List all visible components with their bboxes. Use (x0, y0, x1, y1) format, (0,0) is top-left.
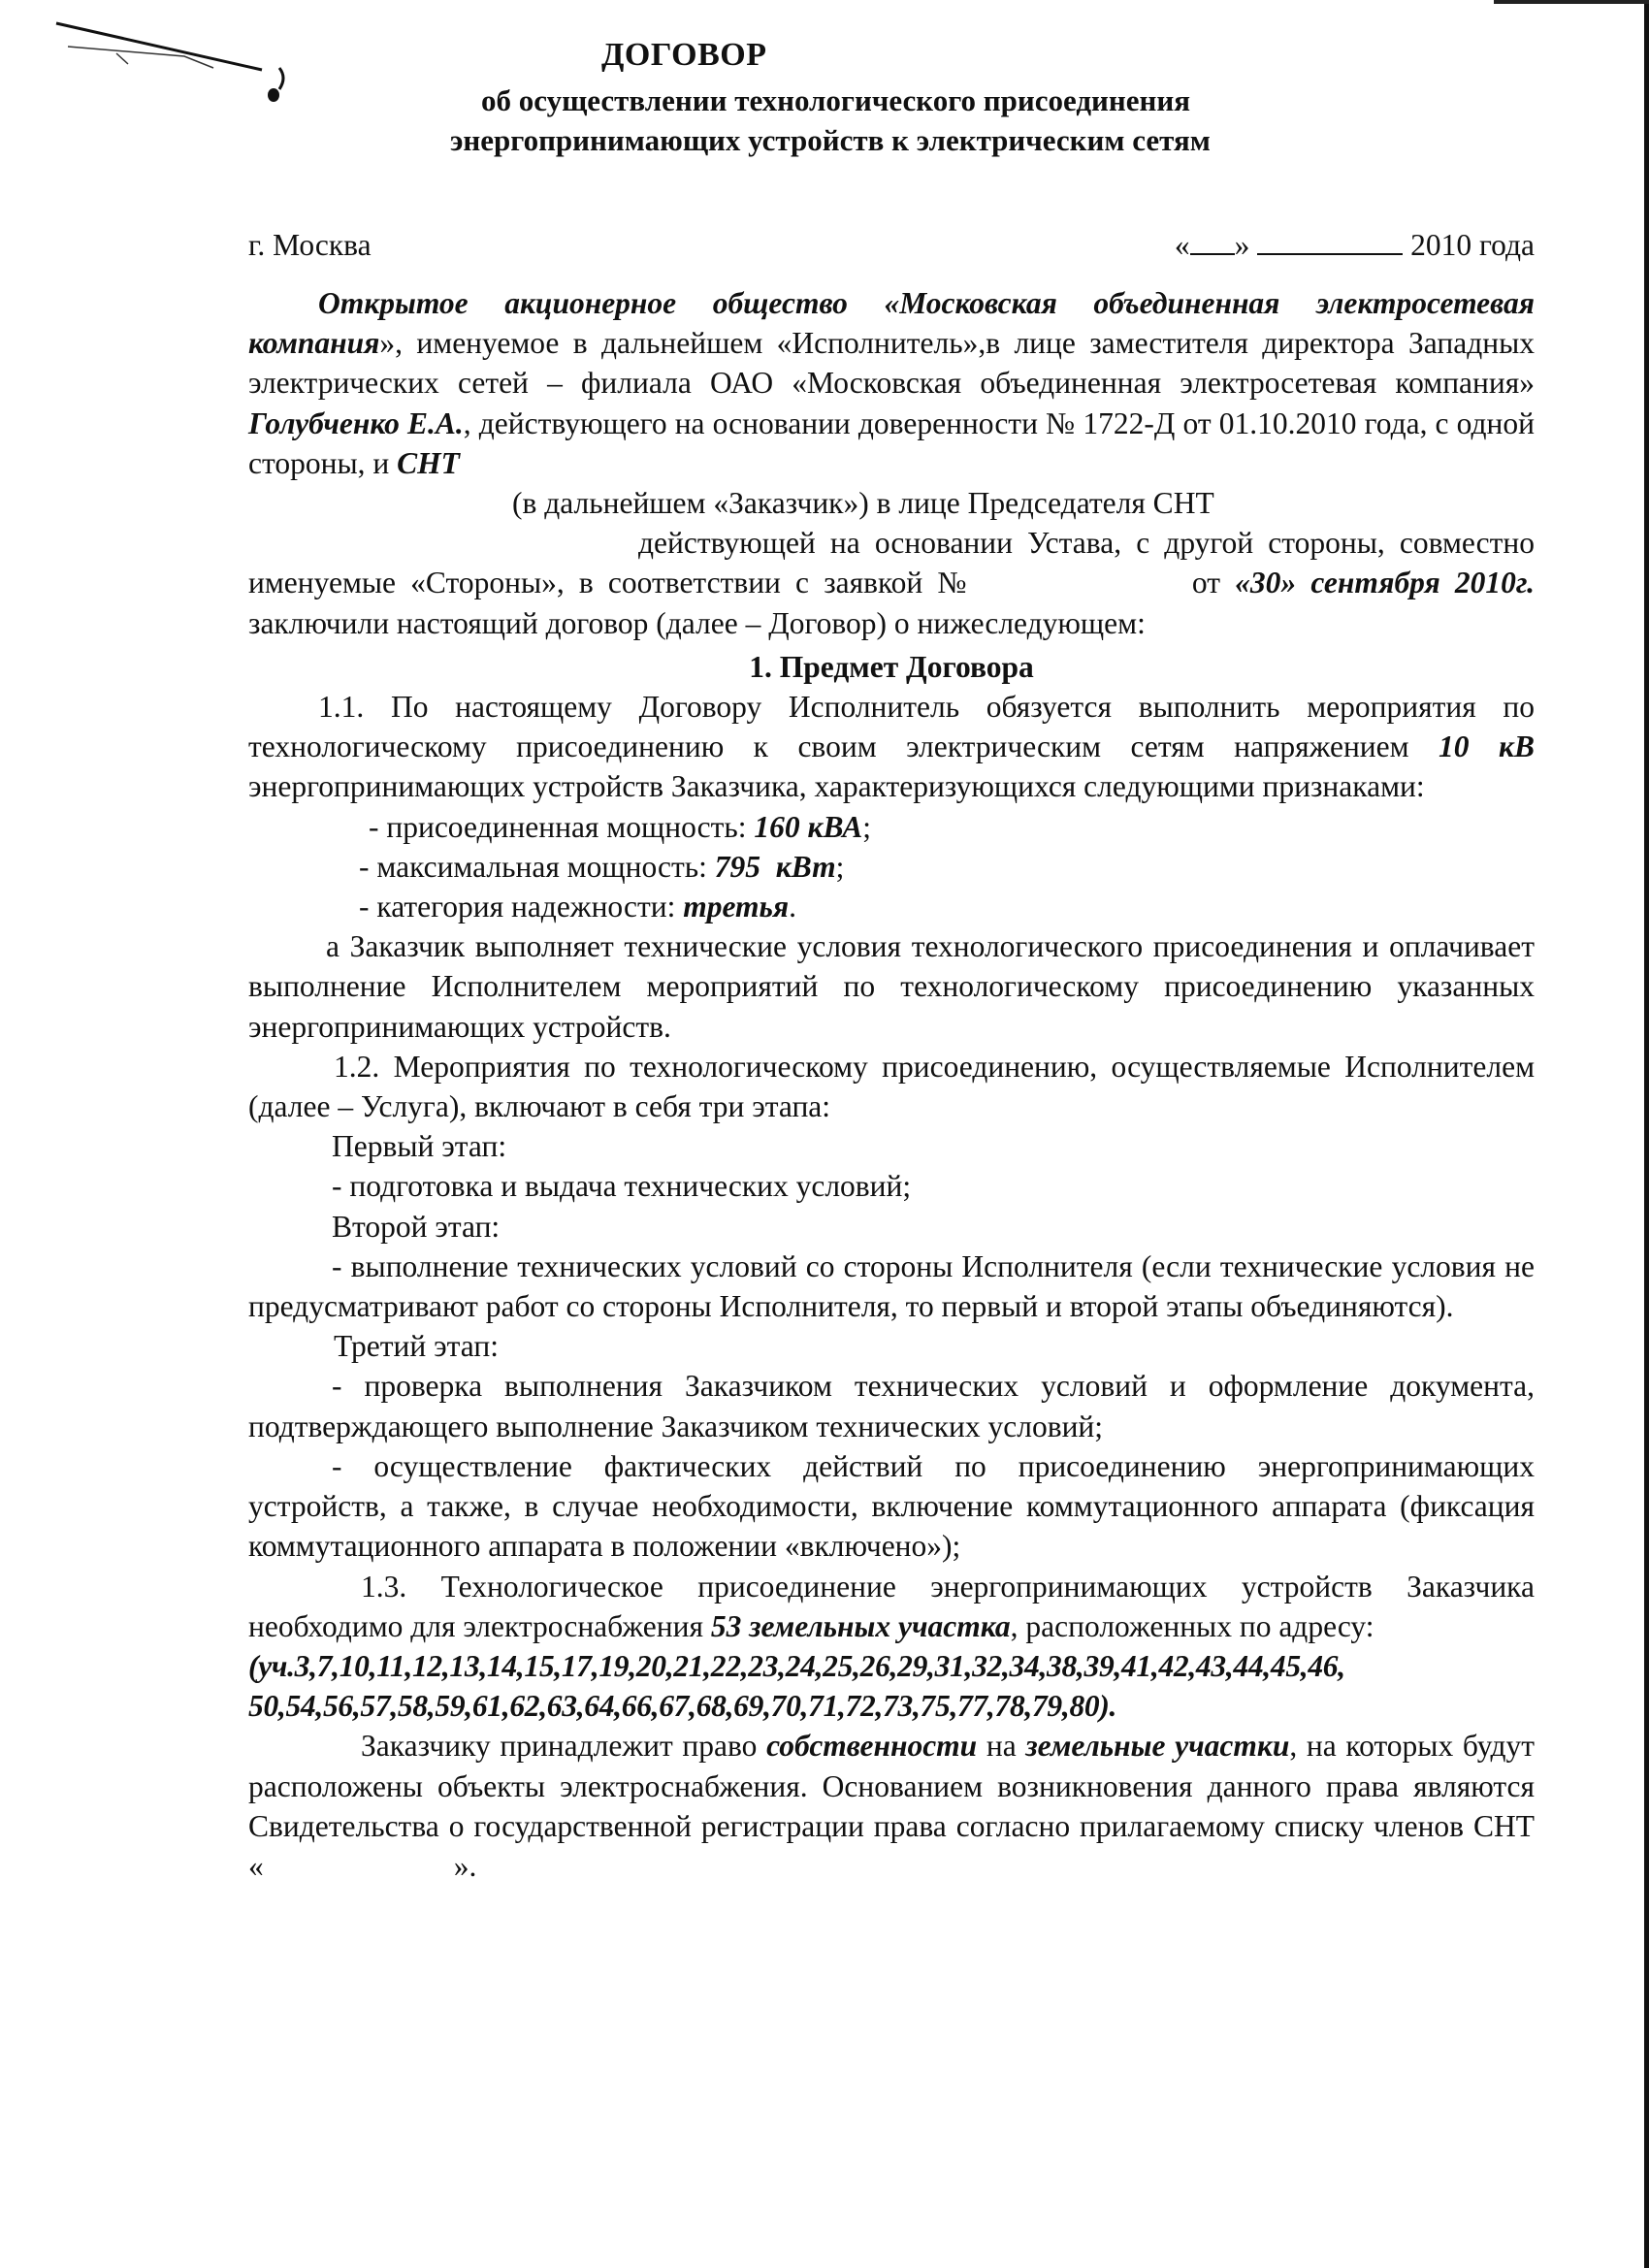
party2-short: СНТ (397, 445, 460, 480)
preamble-text-1: », именуемое в дальнейшем «Исполнитель»,в лице заместителя директора Западных электрических сетей – филиала ОАО «Московская объединенная электросетевая компания» (248, 326, 1535, 401)
characteristic-item (248, 847, 1535, 887)
characteristic-value: 795 кВт (714, 849, 836, 884)
voltage-value: 10 кВ (1439, 729, 1535, 764)
preamble-text-3: (в дальнейшем «Заказчик») в лице Председателя СНТ (512, 486, 1214, 521)
clause-1-3-text-b: , расположенных по адресу: (1010, 1608, 1374, 1643)
application-date: «30» сентября 2010г. (1235, 566, 1535, 600)
clause-1-1 (248, 687, 1535, 807)
representative-name: Голубченко Е.А. (248, 405, 464, 440)
scan-border-right (1644, 0, 1649, 2268)
characteristic-end: ; (835, 849, 845, 884)
stage-1-title: Первый этап: (332, 1129, 507, 1164)
plots-list: (уч.3,7,10,11,12,13,14,15,17,19,20,21,22,23,24,25,26,29,31,32,34,38,39,41,42,43,44,45,46, 50,54,56,57,58,59,61,62,63,64,66,67,68,69,70,71,72,73,75,77,78,79,80). (248, 1648, 1345, 1724)
clause-1-3-text-a: 1.3. Технологическое присоединение энергопринимающих устройств Заказчика необходимо для электроснабжения (248, 1569, 1535, 1643)
month-blank (1257, 228, 1403, 255)
document-subtitle-line-1: об осуществлении технологического присоединения (481, 83, 1190, 117)
date-quote-close: » (1234, 228, 1250, 262)
ownership-text-a: Заказчику принадлежит право (361, 1729, 767, 1764)
ownership-right: собственности (766, 1729, 978, 1764)
city: г. Москва (248, 228, 372, 262)
ownership-text-c: , на которых будут расположены объекты электроснабжения. Основанием возникновения данного права являются Свидетельства о государственной регистрации права согласно прилагаемому списку членов СНТ « (248, 1729, 1536, 1883)
preamble-text-4: действующей на основании Устава, с другой стороны, совместно именуемые «Стороны», в соответствии с заявкой № (248, 526, 1535, 600)
characteristic-label: - присоединенная мощность: (369, 809, 755, 844)
stage-2-title: Второй этап: (332, 1209, 501, 1244)
place-date-row (248, 225, 1535, 283)
section-1-heading: 1. Предмет Договора (749, 649, 1034, 684)
preamble-text-5: от (1177, 566, 1236, 600)
ownership-object: земельные участки (1025, 1729, 1290, 1764)
characteristic-end: . (789, 890, 797, 924)
stage-3-item-2: - осуществление фактических действий по присоединению энергопринимающих устройств, а также, в случае необходимости, включение коммутационного аппарата (фиксация коммутационного аппарата в положении «включено»); (248, 1448, 1535, 1564)
stage-2-item: - выполнение технических условий со стороны Исполнителя (если технические условия не предусматривают работ со стороны Исполнителя, то первый и второй этапы объединяются). (248, 1248, 1535, 1324)
characteristic-item (248, 807, 1535, 847)
ownership-paragraph (248, 1726, 1535, 1886)
clause-1-3 (248, 1567, 1535, 1646)
contract-date (1175, 225, 1535, 283)
ownership-text-b: на (977, 1729, 1026, 1764)
document-body (248, 225, 1535, 1886)
stage-1-item: - подготовка и выдача технических условий; (332, 1169, 912, 1204)
stage-3-item-1: - проверка выполнения Заказчиком технических условий и оформление документа, подтверждающего выполнение Заказчиком технических условий; (248, 1369, 1535, 1443)
characteristic-end: ; (862, 809, 872, 844)
party1-name: Открытое акционерное общество «Московская объединенная электросетевая компания (248, 286, 1535, 361)
date-quote-open: « (1174, 228, 1190, 262)
document-subtitle-line-2: энергопринимающих устройств к электрическим сетям (450, 123, 1211, 157)
clause-1-1-text-a: 1.1. По настоящему Договору Исполнитель обязуется выполнить мероприятия по технологическому присоединению к своим электрическим сетям напряжением (248, 690, 1535, 764)
preamble (248, 283, 1535, 643)
document-title: ДОГОВОР (601, 37, 767, 73)
characteristic-value: 160 кВА (754, 809, 863, 844)
characteristic-label: - категория надежности: (359, 890, 684, 924)
preamble-text-6: заключили настоящий договор (далее – Договор) о нижеследующем: (248, 605, 1146, 640)
stage-3-title: Третий этап: (334, 1329, 499, 1364)
characteristic-item (248, 887, 1535, 926)
clause-1-1-text-b: энергопринимающих устройств Заказчика, характеризующихся следующими признаками: (248, 769, 1425, 804)
date-year: 2010 года (1410, 228, 1535, 262)
ownership-text-d: ». (453, 1848, 477, 1883)
scan-border-top (1494, 0, 1649, 4)
staple-mark-icon (39, 19, 291, 107)
characteristic-label: - максимальная мощность: (359, 849, 715, 884)
preamble-text-2: , действующего на основании доверенности № 1722-Д от 01.10.2010 года, с одной стороны, и (248, 405, 1535, 480)
clause-1-1-continued: а Заказчик выполняет технические условия технологического присоединения и оплачивает выполнение Исполнителем мероприятий по технологическому присоединению указанных энергопринимающих устройств. (248, 929, 1535, 1044)
characteristic-value: третья (683, 890, 790, 924)
day-blank (1190, 228, 1235, 255)
plots-count: 53 земельных участка (710, 1608, 1011, 1643)
clause-1-2: 1.2. Мероприятия по технологическому присоединению, осуществляемые Исполнителем (далее – Услуга), включают в себя три этапа: (248, 1049, 1535, 1124)
